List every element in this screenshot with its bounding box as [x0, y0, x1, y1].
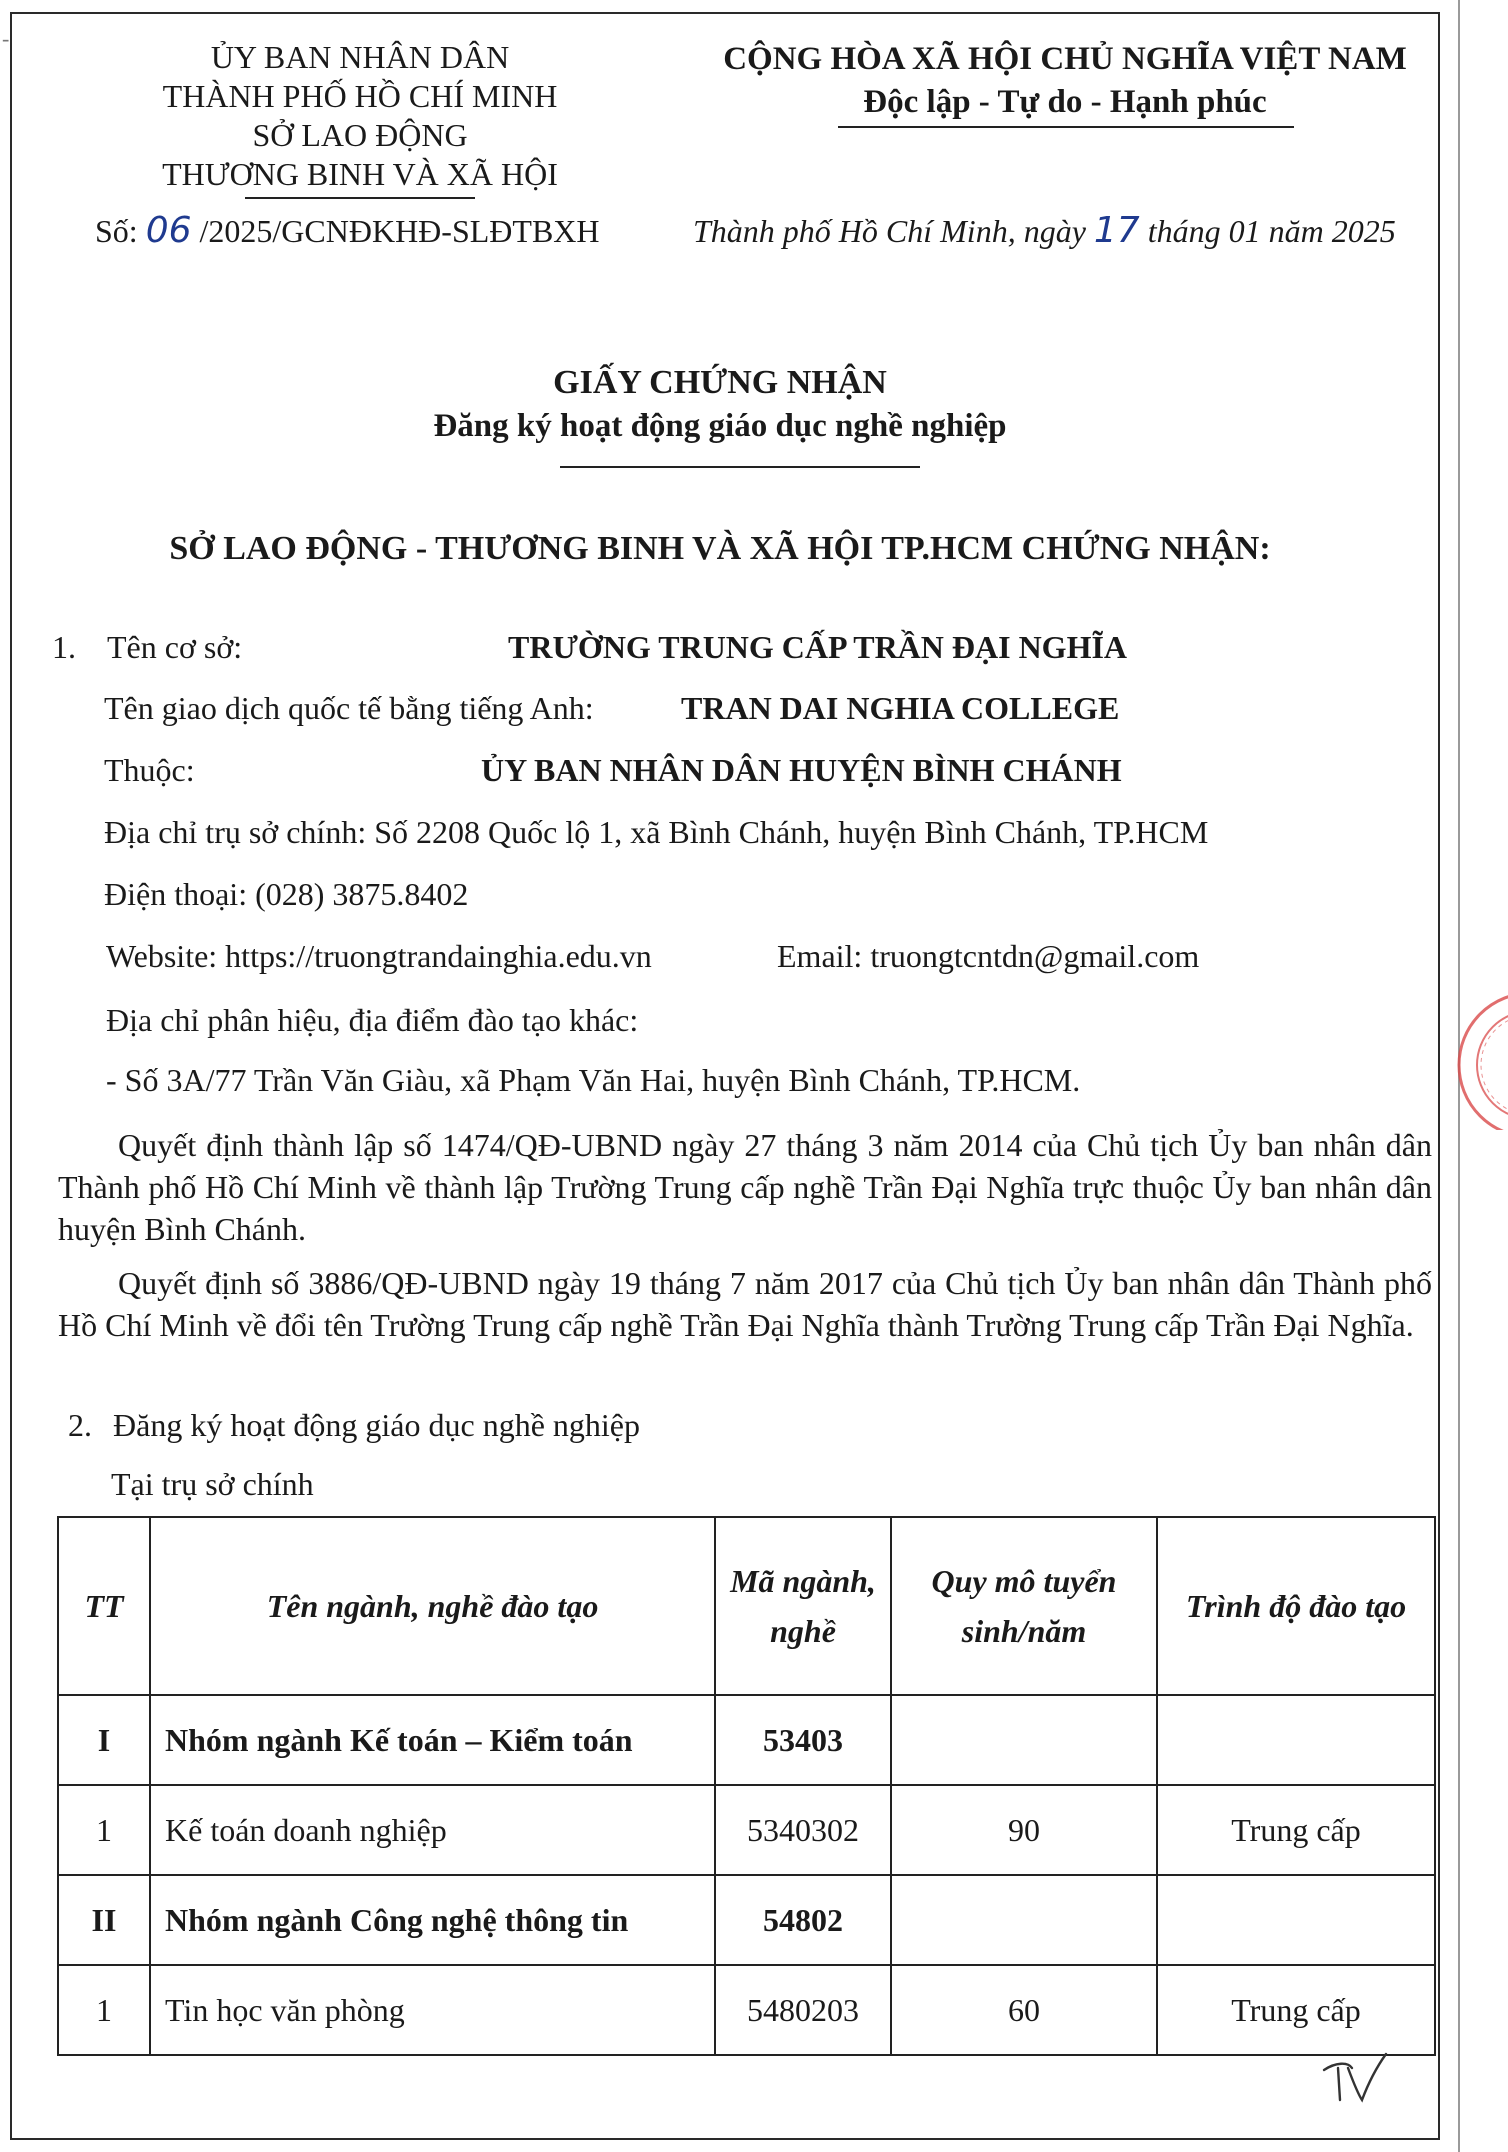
issuer-line-1: ỦY BAN NHÂN DÂN	[210, 39, 510, 75]
institution-name-label: Tên cơ sở:	[107, 629, 243, 665]
establishment-decision-text: Quyết định thành lập số 1474/QĐ-UBND ngày 27 tháng 3 năm 2014 của Chủ tịch Ủy ban nhân dân Thành phố Hồ Chí Minh về thành lập Trường Trung cấp nghề Trần Đại Nghĩa trực thuộc Ủy ban nhân dân huyện Bình Chánh.	[58, 1127, 1432, 1247]
cell-tt: 1	[58, 1965, 150, 2055]
header-tt: TT	[58, 1517, 150, 1695]
date-prefix: Thành phố Hồ Chí Minh, ngày	[693, 213, 1086, 249]
cell-enrollment-scale: 90	[891, 1785, 1157, 1875]
belongs-to-label: Thuộc:	[104, 752, 195, 788]
cell-training-level: Trung cấp	[1157, 1965, 1435, 2055]
english-name-value: TRAN DAI NGHIA COLLEGE	[681, 690, 1120, 726]
phone-number: Điện thoại: (028) 3875.8402	[104, 876, 469, 912]
cell-program-code: 5480203	[715, 1965, 891, 2055]
section-2-number: 2.	[68, 1407, 92, 1443]
table-row	[58, 1875, 1435, 1965]
cell-program-code: 5340302	[715, 1785, 891, 1875]
document-number-prefix: Số:	[95, 213, 138, 249]
document-number-handwritten: 06	[145, 210, 192, 251]
renaming-decision	[58, 1262, 1432, 1346]
national-header	[680, 38, 1450, 124]
table-row	[58, 1785, 1435, 1875]
subtitle-underline	[560, 466, 920, 468]
header-enrollment-scale: Quy mô tuyển sinh/năm	[891, 1517, 1157, 1695]
cell-enrollment-scale: 60	[891, 1965, 1157, 2055]
issuer-line-3: SỞ LAO ĐỘNG	[252, 117, 468, 153]
issuer-line-4: THƯƠNG BINH VÀ XÃ HỘI	[162, 156, 558, 192]
header-training-level: Trình độ đào tạo	[1157, 1517, 1435, 1695]
cell-enrollment-scale	[891, 1875, 1157, 1965]
certifier-statement: SỞ LAO ĐỘNG - THƯƠNG BINH VÀ XÃ HỘI TP.HCM CHỨNG NHẬN:	[169, 530, 1271, 567]
table-row	[58, 1965, 1435, 2055]
cell-training-level: Trung cấp	[1157, 1785, 1435, 1875]
cell-tt: 1	[58, 1785, 150, 1875]
cell-enrollment-scale	[891, 1695, 1157, 1785]
institution-name-value: TRƯỜNG TRUNG CẤP TRẦN ĐẠI NGHĨA	[508, 629, 1128, 665]
corner-mark: -	[2, 26, 10, 51]
section-2-title: Đăng ký hoạt động giáo dục nghề nghiệp	[113, 1407, 640, 1443]
issuer-underline	[245, 197, 475, 199]
cell-training-level	[1157, 1875, 1435, 1965]
cell-program-name: Nhóm ngành Công nghệ thông tin	[150, 1875, 715, 1965]
issuer-line-2: THÀNH PHỐ HỒ CHÍ MINH	[162, 78, 558, 114]
header-program-name: Tên ngành, nghề đào tạo	[150, 1517, 715, 1695]
establishment-decision	[58, 1124, 1432, 1250]
english-name-label: Tên giao dịch quốc tế bằng tiếng Anh:	[104, 690, 594, 726]
cell-program-code: 53403	[715, 1695, 891, 1785]
date-day-handwritten: 17	[1093, 210, 1140, 251]
cell-tt: II	[58, 1875, 150, 1965]
certificate-subtitle: Đăng ký hoạt động giáo dục nghề nghiệp	[433, 408, 1007, 444]
document-number-suffix: /2025/GCNĐKHĐ-SLĐTBXH	[199, 213, 600, 249]
cell-training-level	[1157, 1695, 1435, 1785]
cell-program-name: Tin học văn phòng	[150, 1965, 715, 2055]
email: Email: truongtcntdn@gmail.com	[777, 938, 1200, 974]
training-location: Tại trụ sở chính	[111, 1466, 314, 1502]
cell-program-code: 54802	[715, 1875, 891, 1965]
national-title: CỘNG HÒA XÃ HỘI CHỦ NGHĨA VIỆT NAM	[723, 41, 1407, 77]
branch-address-value: - Số 3A/77 Trần Văn Giàu, xã Phạm Văn Hai, huyện Bình Chánh, TP.HCM.	[106, 1062, 1081, 1098]
header-program-code: Mã ngành, nghề	[715, 1517, 891, 1695]
handwritten-initials	[1318, 2048, 1398, 2108]
branch-address-label: Địa chỉ phân hiệu, địa điểm đào tạo khác:	[106, 1002, 639, 1038]
issuer-header	[130, 38, 590, 194]
website: Website: https://truongtrandainghia.edu.vn	[106, 938, 652, 974]
date-suffix: tháng 01 năm 2025	[1147, 213, 1396, 249]
section-1-number: 1.	[52, 629, 76, 665]
table-row	[58, 1695, 1435, 1785]
national-motto: Độc lập - Tự do - Hạnh phúc	[863, 84, 1267, 120]
motto-underline	[838, 126, 1294, 128]
belongs-to-value: ỦY BAN NHÂN DÂN HUYỆN BÌNH CHÁNH	[481, 752, 1122, 788]
document-number	[95, 210, 600, 251]
training-programs-table	[57, 1516, 1436, 2056]
official-seal-partial	[1436, 980, 1508, 1130]
cell-program-name: Kế toán doanh nghiệp	[150, 1785, 715, 1875]
certificate-title: GIẤY CHỨNG NHẬN	[553, 364, 887, 401]
cell-program-name: Nhóm ngành Kế toán – Kiểm toán	[150, 1695, 715, 1785]
cell-tt: I	[58, 1695, 150, 1785]
renaming-decision-text: Quyết định số 3886/QĐ-UBND ngày 19 tháng 7 năm 2017 của Chủ tịch Ủy ban nhân dân Thành phố Hồ Chí Minh về đổi tên Trường Trung cấp nghề Trần Đại Nghĩa thành Trường Trung cấp Trần Đại Nghĩa.	[58, 1265, 1432, 1343]
table-header-row	[58, 1517, 1435, 1695]
head-office-address: Địa chỉ trụ sở chính: Số 2208 Quốc lộ 1, xã Bình Chánh, huyện Bình Chánh, TP.HCM	[104, 814, 1209, 850]
document-date	[693, 210, 1396, 251]
